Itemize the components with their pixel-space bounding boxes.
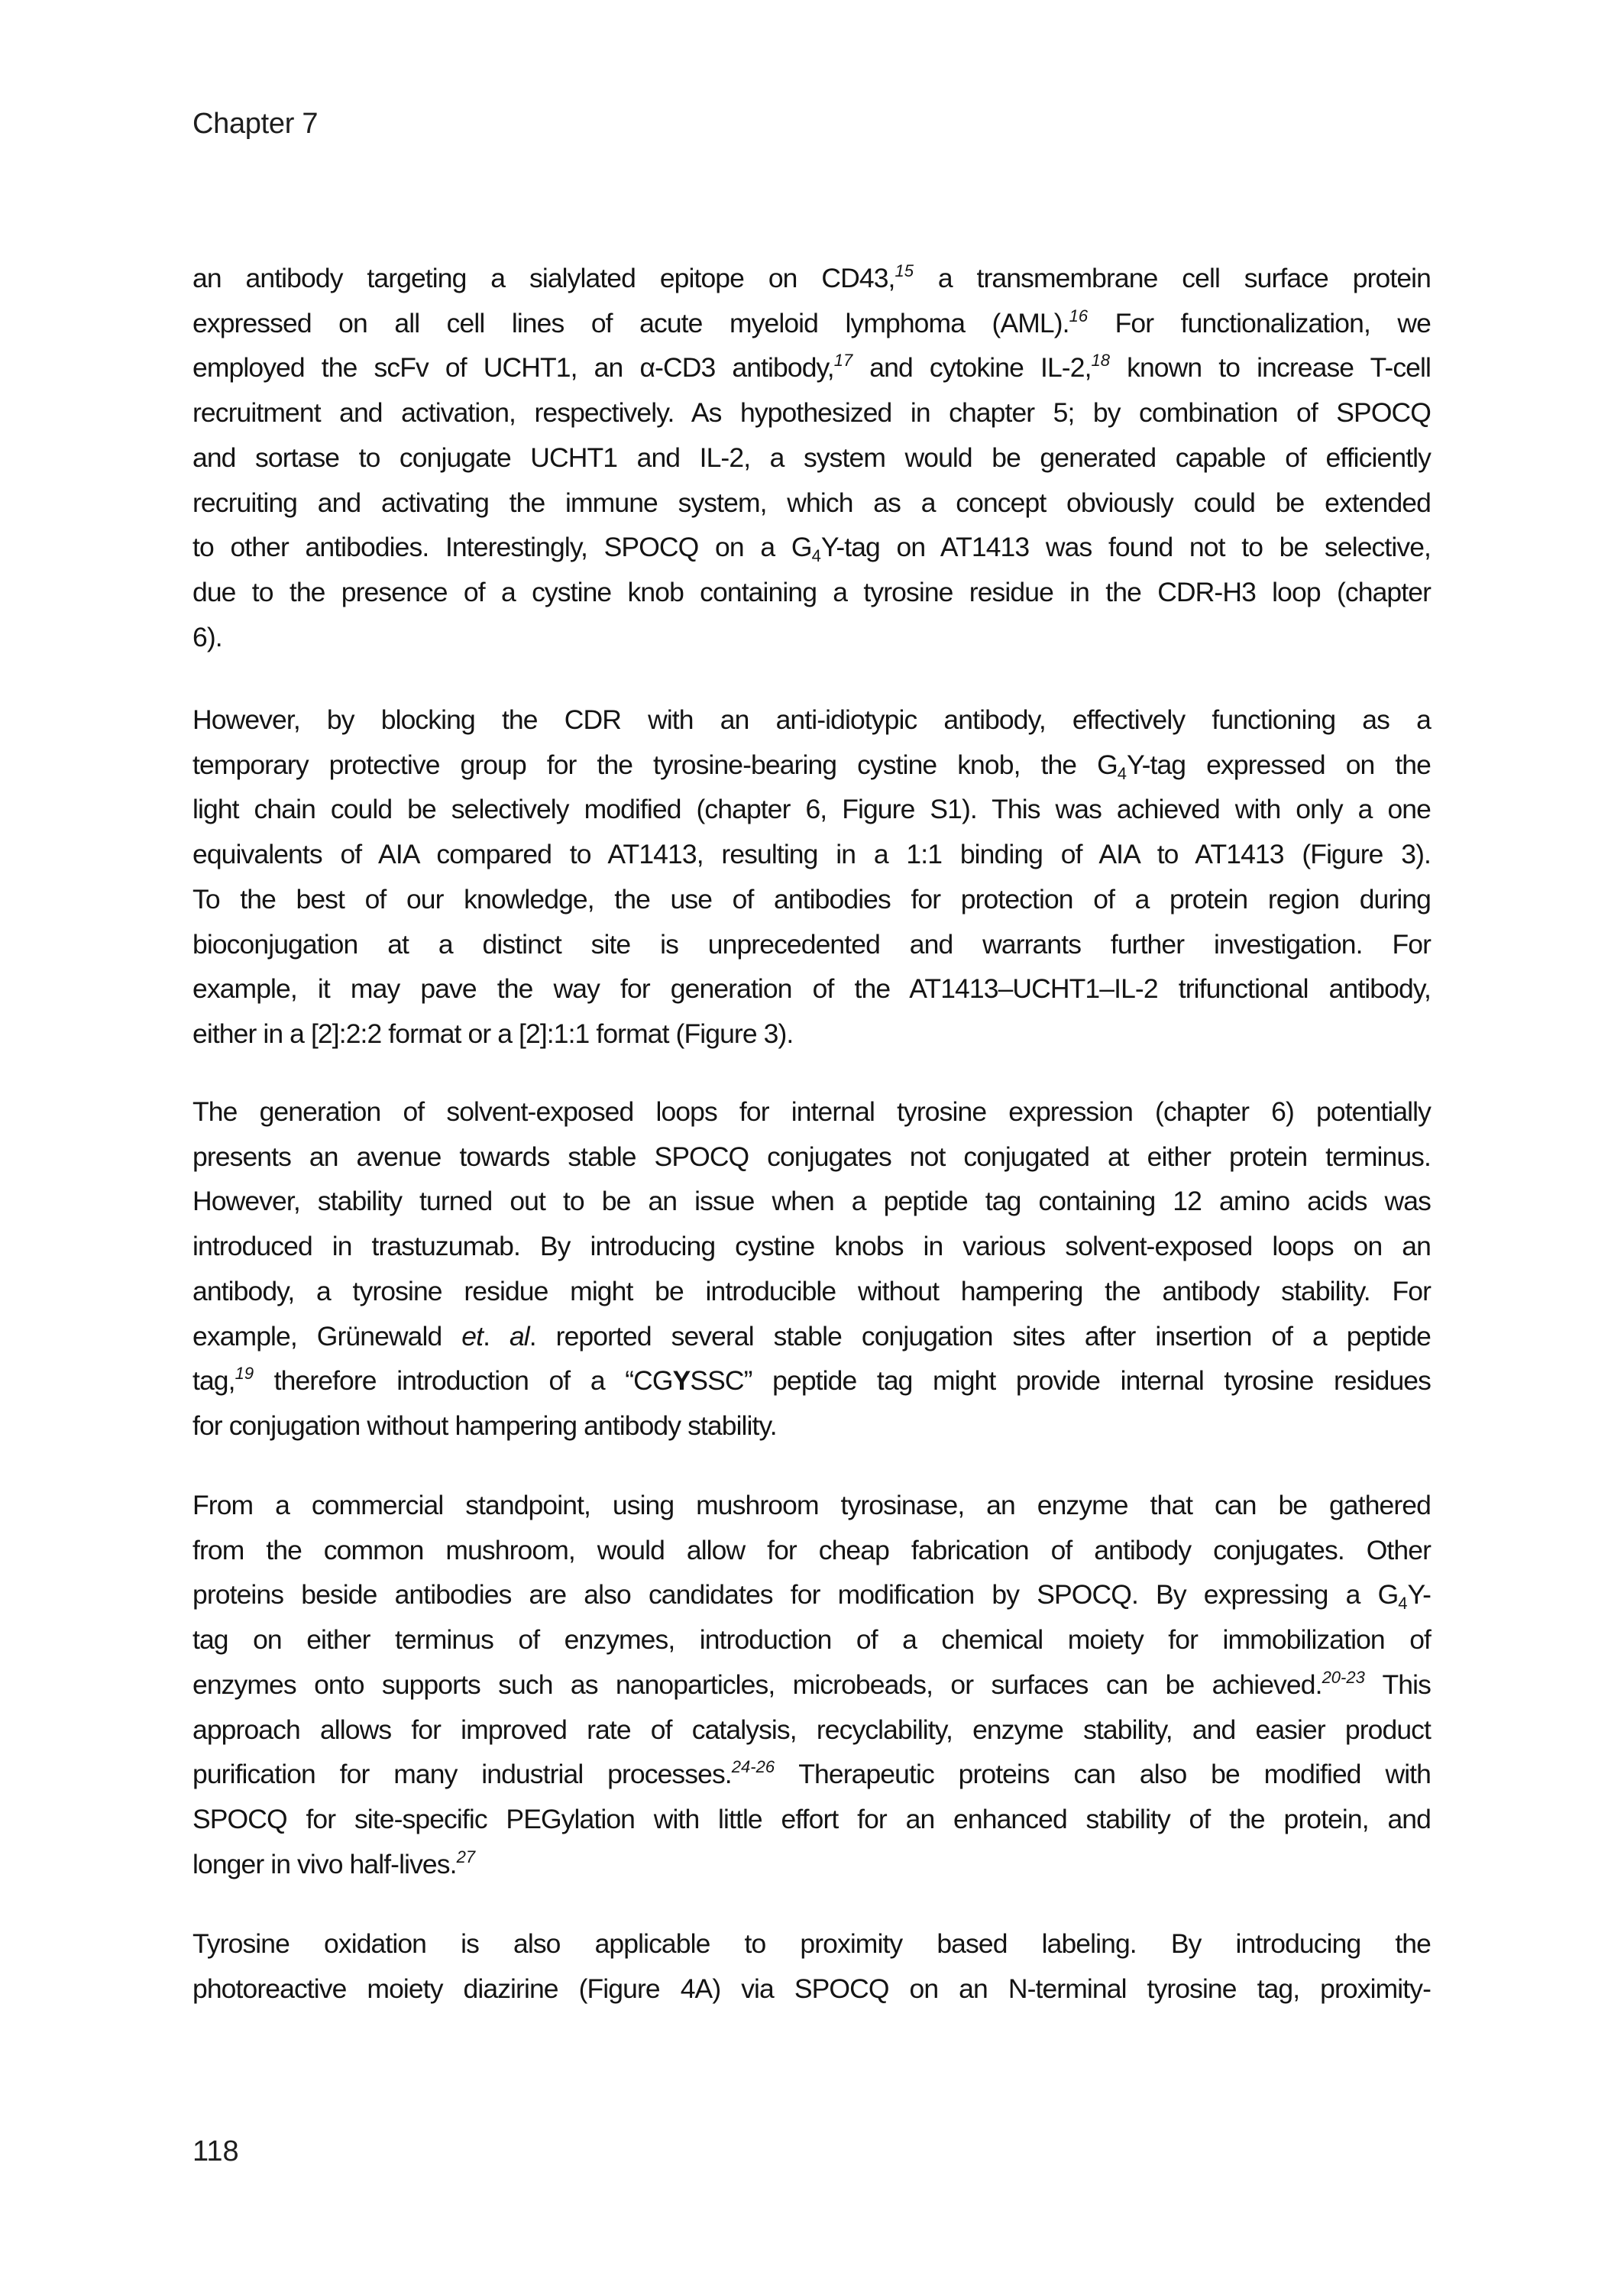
- text-line: [192, 348, 1431, 387]
- text-run: introduced in trastuzumab. By introducing cystine knobs in various solvent-exposed loops on an: [192, 1231, 1431, 1262]
- text-line: [192, 1666, 1431, 1704]
- citation-superscript: 18: [1091, 351, 1111, 371]
- text-line: [192, 439, 1431, 477]
- text-line: [192, 925, 1431, 963]
- text-run: photoreactive moiety diazirine (Figure 4A) via SPOCQ on an N-terminal tyrosine tag, proximity-: [192, 1973, 1431, 2004]
- text-line: [192, 1015, 1431, 1053]
- text-line: [192, 618, 1431, 656]
- text-run: Therapeutic proteins can also be modified with: [775, 1759, 1431, 1790]
- text-line: [192, 1182, 1431, 1220]
- running-header-title: Chapter 7: [192, 108, 319, 140]
- text-run: Y-: [1407, 1579, 1431, 1611]
- text-run: therefore introduction of a “CG: [254, 1365, 673, 1397]
- text-run: Tyrosine oxidation is also applicable to proximity based labeling. By introducing the: [192, 1928, 1431, 1959]
- text-run: and sortase to conjugate UCHT1 and IL-2, a system would be generated capable of efficiently: [192, 442, 1431, 473]
- text-run: approach allows for improved rate of catalysis, recyclability, enzyme stability, and easier product: [192, 1714, 1431, 1745]
- text-line: [192, 1925, 1431, 1963]
- subscript: 4: [1117, 763, 1127, 783]
- text-run: This: [1364, 1669, 1431, 1700]
- text-run: example, it may pave the way for generation of the AT1413–UCHT1–IL-2 trifunctional antibody,: [192, 973, 1431, 1005]
- text-line: [192, 1845, 1431, 1883]
- text-line: [192, 1800, 1431, 1838]
- text-run: .: [483, 1320, 510, 1352]
- citation-superscript: 15: [894, 261, 914, 280]
- text-line: [192, 1272, 1431, 1310]
- text-run: presents an avenue towards stable SPOCQ conjugates not conjugated at either protein terminus.: [192, 1141, 1431, 1172]
- text-line: [192, 880, 1431, 918]
- text-run: either in a [2]:2:2 format or a [2]:1:1 format (Figure 3).: [192, 1018, 794, 1049]
- text-run: from the common mushroom, would allow for cheap fabrication of antibody conjugates. Other: [192, 1534, 1431, 1565]
- text-line: [192, 393, 1431, 432]
- page-number: 118: [192, 2135, 239, 2167]
- text-run: SPOCQ for site-specific PEGylation with little effort for an enhanced stability of the protein, and: [192, 1803, 1431, 1834]
- text-line: [192, 970, 1431, 1008]
- text-run: Y-tag on AT1413 was found not to be selective,: [820, 532, 1431, 563]
- text-run: For functionalization, we: [1088, 307, 1431, 338]
- text-run: for conjugation without hampering antibody stability.: [192, 1410, 777, 1441]
- text-line: [192, 1531, 1431, 1569]
- text-line: [192, 1138, 1431, 1176]
- text-line: [192, 1620, 1431, 1659]
- citation-superscript: 24-26: [731, 1757, 775, 1777]
- text-run: employed the scFv of UCHT1, an α-CD3 antibody,: [192, 352, 834, 384]
- bold-text: Y: [672, 1365, 691, 1397]
- text-run: antibody, a tyrosine residue might be introducible without hampering the antibody stability. For: [192, 1275, 1431, 1306]
- text-run: tag on either terminus of enzymes, introduction of a chemical moiety for immobilization of: [192, 1624, 1431, 1656]
- text-run: known to increase T-cell: [1110, 352, 1431, 384]
- text-run: From a commercial standpoint, using mushroom tyrosinase, an enzyme that can be gathered: [192, 1490, 1431, 1520]
- text-line: [192, 701, 1431, 739]
- text-run: 6).: [192, 621, 222, 652]
- text-line: [192, 746, 1431, 784]
- text-run: bioconjugation at a distinct site is unprecedented and warrants further investigation. For: [192, 928, 1431, 960]
- text-line: [192, 1227, 1431, 1265]
- text-run: The generation of solvent-exposed loops for internal tyrosine expression (chapter 6) potentially: [192, 1096, 1431, 1127]
- text-line: [192, 304, 1431, 342]
- text-run: due to the presence of a cystine knob containing a tyrosine residue in the CDR-H3 loop (chapter: [192, 576, 1431, 607]
- text-line: [192, 835, 1431, 873]
- text-run: enzymes onto supports such as nanoparticles, microbeads, or surfaces can be achieved.: [192, 1669, 1322, 1700]
- text-run: equivalents of AIA compared to AT1413, resulting in a 1:1 binding of AIA to AT1413 (Figure 3).: [192, 839, 1431, 870]
- text-line: [192, 528, 1431, 566]
- text-line: [192, 1361, 1431, 1400]
- text-run: To the best of our knowledge, the use of antibodies for protection of a protein region during: [192, 883, 1431, 915]
- text-run: proteins beside antibodies are also candidates for modification by SPOCQ. By expressing a G: [192, 1579, 1399, 1611]
- text-run: temporary protective group for the tyrosine-bearing cystine knob, the G: [192, 749, 1118, 780]
- subscript: 4: [1398, 1594, 1408, 1614]
- citation-superscript: 20-23: [1322, 1667, 1365, 1687]
- text-line: [192, 1093, 1431, 1131]
- text-run: expressed on all cell lines of acute myeloid lymphoma (AML).: [192, 307, 1069, 338]
- text-run: purification for many industrial processes.: [192, 1759, 732, 1790]
- citation-superscript: 19: [235, 1364, 254, 1384]
- text-run: Y-tag expressed on the: [1127, 749, 1431, 780]
- text-run: tag,: [192, 1365, 235, 1397]
- text-run: and cytokine IL-2,: [852, 352, 1092, 384]
- text-line: [192, 484, 1431, 522]
- text-line: [192, 1970, 1431, 2008]
- text-run: longer in vivo half-lives.: [192, 1848, 457, 1879]
- text-run: . reported several stable conjugation sites after insertion of a peptide: [529, 1320, 1431, 1352]
- italic-text: et: [461, 1320, 484, 1352]
- citation-superscript: 17: [833, 351, 853, 371]
- text-line: [192, 259, 1431, 297]
- text-line: [192, 573, 1431, 611]
- text-run: example, Grünewald: [192, 1320, 462, 1352]
- text-line: [192, 1711, 1431, 1749]
- text-line: [192, 1755, 1431, 1793]
- text-run: SSC” peptide tag might provide internal tyrosine residues: [690, 1365, 1431, 1397]
- text-run: an antibody targeting a sialylated epitope on CD43,: [192, 263, 895, 293]
- citation-superscript: 16: [1069, 306, 1089, 325]
- text-run: recruiting and activating the immune system, which as a concept obviously could be extended: [192, 487, 1431, 518]
- italic-text: al: [509, 1320, 529, 1352]
- text-run: light chain could be selectively modified (chapter 6, Figure S1). This was achieved with only a one: [192, 794, 1431, 825]
- text-run: a transmembrane cell surface protein: [913, 263, 1431, 293]
- text-line: [192, 1575, 1431, 1614]
- text-run: However, stability turned out to be an issue when a peptide tag containing 12 amino acids was: [192, 1186, 1431, 1217]
- text-run: to other antibodies. Interestingly, SPOCQ on a G: [192, 532, 812, 563]
- text-run: recruitment and activation, respectively. As hypothesized in chapter 5; by combination of SPOCQ: [192, 397, 1431, 429]
- text-line: [192, 1317, 1431, 1355]
- subscript: 4: [811, 546, 821, 566]
- text-run: However, by blocking the CDR with an anti-idiotypic antibody, effectively functioning as a: [192, 704, 1431, 735]
- citation-superscript: 27: [456, 1847, 476, 1866]
- text-line: [192, 1486, 1431, 1524]
- text-line: [192, 790, 1431, 828]
- text-line: [192, 1407, 1431, 1445]
